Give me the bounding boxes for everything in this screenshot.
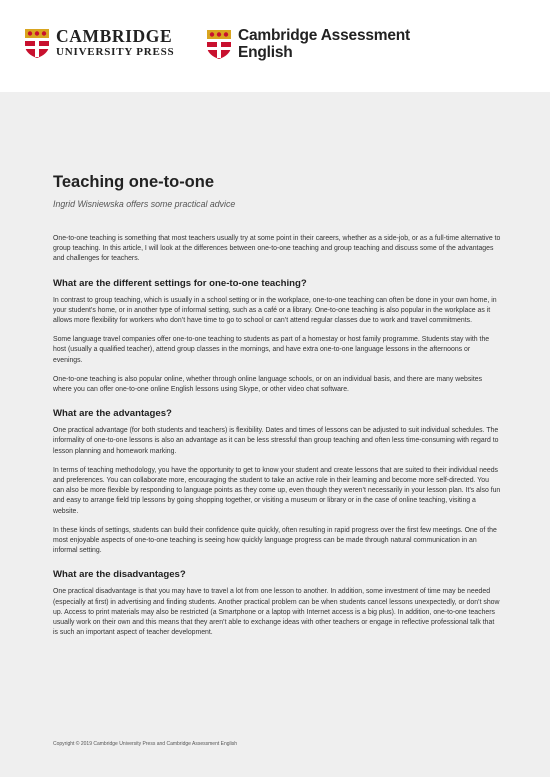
section-heading-disadvantages: What are the disadvantages? [53, 569, 186, 581]
paragraph: In contrast to group teaching, which is usually in a school setting or in the workplace, one-to-one teaching can often be done in your own home, in your student’s home, or in another type of informal setting, such as a café or a library. One-to-one teaching is also popular in the workplace as it allows more flexibility for workers who don’t have time to go to school or can’t attend regular classes due to work and travel commitments. [53, 296, 497, 325]
article-title: Teaching one-to-one [53, 173, 215, 191]
cae-logo-line1: Cambridge Assessment [238, 27, 411, 44]
paragraph: In terms of teaching methodology, you have the opportunity to get to know your student and create lessons that are suited to their individual needs and preferences. You can collaborate more, encouraging the student to take an active role in their learning and become more self-directed. You can also be more flexible by responding to language points as they come up, even though they weren’t necessarily in your lesson plan. It’s also fun and easy to arrange field trip lessons by going shopping together, or visiting a museum or library or in the case of online teaching, visiting a website. [53, 466, 501, 515]
page-header [0, 0, 550, 92]
cambridge-shield-icon [206, 29, 232, 60]
cambridge-assessment-english-logo[interactable] [206, 27, 410, 61]
article-content-area [0, 92, 550, 777]
article-subtitle: Ingrid Wisniewska offers some practical advice [53, 199, 236, 209]
paragraph: In these kinds of settings, students can build their confidence quite quickly, often resulting in rapid progress over the first few meetings. One of the most enjoyable aspects of one-to-one teaching is seeing how quickly language progress can be made through natural communication in an informal setting. [53, 526, 497, 555]
paragraph: Some language travel companies offer one-to-one teaching to students as part of a homestay or host family programme. Students stay with the host (usually a qualified teacher), attend group classes in the mornings, and have extra one-to-one language lessons in the afternoons or evenings. [53, 336, 490, 364]
section-heading-advantages: What are the advantages? [53, 408, 172, 420]
cambridge-shield-icon [24, 28, 50, 59]
paragraph: One practical advantage (for both students and teachers) is flexibility. Dates and times of lessons can be adjusted to suit individual schedules. The informality of one-to-one lessons is also an advantage as it can be less stressful than group teaching and often less time-consuming with regard to lesson planning and homework marking. [53, 427, 499, 455]
article-body [53, 172, 501, 647]
cambridge-university-press-logo[interactable] [24, 27, 174, 59]
paragraph: One-to-one teaching is also popular online, whether through online language schools, or on an individual basis, and there are many websites where you can offer one-to-one online English lessons using Skype, or other video chat software. [53, 375, 483, 394]
copyright-footer: Copyright © 2019 Cambridge University Press and Cambridge Assessment English [53, 741, 238, 747]
paragraph: One practical disadvantage is that you may have to travel a lot from one lesson to another. In addition, some investment of time may be needed (especially at first) in advertising and finding students. Another practical problem can be when students cancel lessons unexpectedly, or don’t show up. Access to print materials may also be restricted (a Smartphone or a laptop with Internet access is a big plus). In addition, one-to-one teachers usually work on their own and this means that they aren’t able to exchange ideas with other teachers or engage in reflective professional talk that is such an important aspect of teacher development. [53, 588, 500, 637]
cup-logo-line1: CAMBRIDGE [56, 26, 173, 46]
section-heading-settings: What are the different settings for one-to-one teaching? [53, 277, 307, 289]
cae-logo-line2: English [238, 44, 293, 61]
intro-paragraph: One-to-one teaching is something that most teachers usually try at some point in their careers, whether as a side-job, or as a full-time alternative to group teaching. In this article, I will look at the differences between one-to-one teaching and group teaching and discuss some of the advantages and challenges for teachers. [53, 235, 501, 263]
cup-logo-line2: UNIVERSITY PRESS [56, 46, 175, 58]
